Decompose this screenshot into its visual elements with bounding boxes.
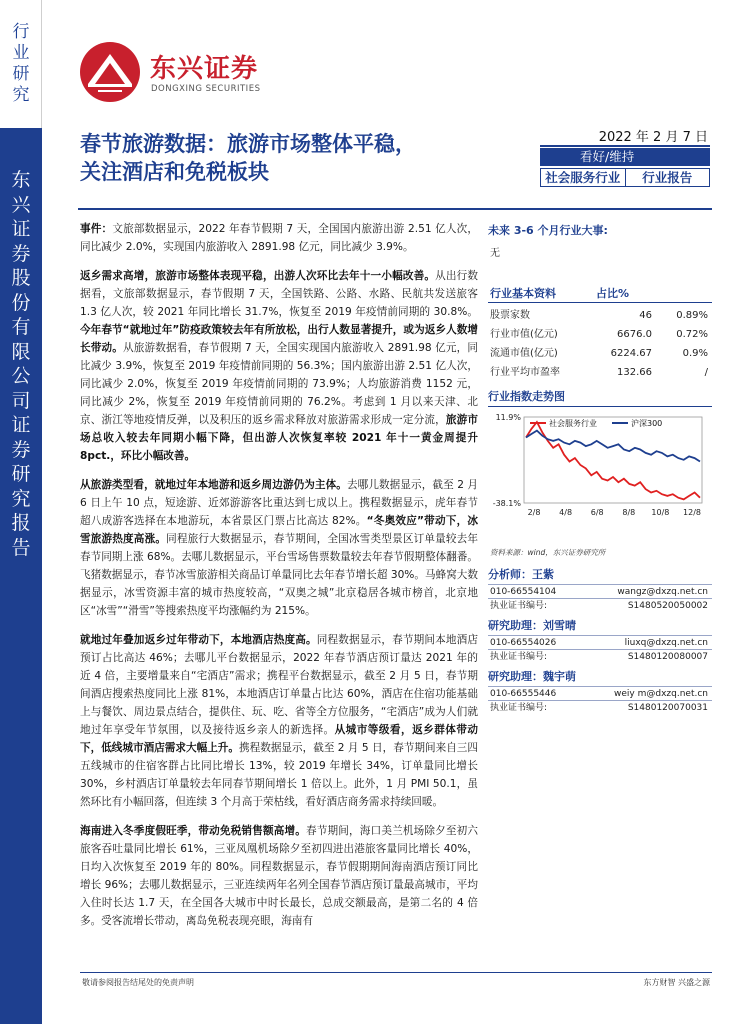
- side-company-label: 东兴证券股份有限公司证券研究报告: [11, 169, 31, 559]
- analyst-block: [488, 617, 712, 664]
- analyst-block: [488, 668, 712, 715]
- side-company-band: [0, 128, 42, 1024]
- logo-english-name: DONGXING SECURITIES: [151, 84, 261, 94]
- basic-data-key: 股票家数: [490, 310, 530, 321]
- paragraph-lead: 从旅游类型看，就地过年本地游和返乡周边游仍为主体。: [80, 479, 347, 491]
- chart-plot-frame: [524, 417, 702, 503]
- analyst-name: 分析师：王紫: [488, 566, 712, 585]
- basic-data-key: 行业市值(亿元): [490, 329, 558, 340]
- analyst-cert-row: [488, 650, 712, 664]
- basic-data-ratio: 0.89%: [676, 310, 708, 321]
- logo-chinese-name: 东兴证券: [150, 54, 259, 84]
- basic-data-key: 行业平均市盈率: [490, 367, 560, 378]
- analyst-cert-number: S1480520050002: [627, 601, 708, 611]
- paragraph-travel-type: [80, 476, 478, 620]
- report-meta-box: [540, 126, 710, 188]
- paragraph-text: 同程数据显示，春节期间本地酒店预订占比高达 46%；去哪儿平台数据显示，2022 年春节酒店预订量达 2021 年的近 4 倍，主要增量来自“宅酒店”需求；携程平台数据显示，截至 2 月 5 日，春节期间酒店搜索热度同比上涨 81%，本地酒店订单量占比达 60%，酒店在住宿功能基础上与餐饮、周边景点结合，提供住、玩、吃、省等全方位服务，“宅酒店”成为人们就地过年享受年节氛围，以及接待返乡亲人的新选择。: [80, 634, 479, 736]
- paragraph-highlight: 今年春节“就地过年”防疫政策较去年有所放松，出行人数显著提升，或为返乡人数增长带动。: [80, 324, 478, 354]
- header-divider: [78, 208, 712, 210]
- analyst-name: 研究助理：魏宇萌: [488, 668, 712, 687]
- analyst-block: [488, 566, 712, 613]
- analyst-contact-row: [488, 636, 712, 650]
- y-tick-label: 11.9%: [495, 413, 521, 422]
- basic-data-header: [488, 285, 712, 303]
- analyst-cert-row: [488, 599, 712, 613]
- analyst-name: 研究助理：刘雪晴: [488, 617, 712, 636]
- basic-data-row: [488, 306, 712, 325]
- analyst-phone: 010-66555446: [490, 689, 557, 699]
- basic-data-value: 6676.0: [617, 329, 652, 340]
- report-title: [80, 130, 500, 186]
- legend-label: 沪深300: [631, 419, 663, 428]
- x-tick-label: 10/8: [651, 508, 670, 517]
- analyst-contact-row: [488, 687, 712, 701]
- analyst-cert-label: 执业证书编号:: [490, 652, 548, 662]
- basic-data-ratio: 0.72%: [676, 329, 708, 340]
- basic-data-row: [488, 344, 712, 363]
- analyst-contact-row: [488, 585, 712, 599]
- paragraph-text: 春节期间，海口美兰机场除夕至初六旅客吞吐量同比增长 61%，三亚凤凰机场除夕至初四进出港旅客量同比增长 40%，日均入次恢复至 2019 年的 80%。同程数据显示，春节假期期间海南酒店预订同比增长 96%；去哪儿数据显示，三亚连续两年名列全国春节酒店预订量最高城市，平均入住时长达 1.7 天，在全国各大城市中时长最长，总成交额最高，是第二名的 4 倍多。受客流增长带动，离岛免税表现亮眼，海南有: [80, 825, 479, 927]
- paragraph-highlight: 从城市等级看，返乡群体带动下，低线城市酒店需求大幅上升。: [80, 724, 479, 754]
- paragraph-text: 从旅游数据看，春节假期 7 天，全国实现国内旅游收入 2891.98 亿元，同比减少 3.9%，恢复至 2019 年疫情前同期的 56.3%；国内旅游出游 2.51 亿人次，同比减少 2.0%，恢复至 2019 年疫情前同期的 73.9%；人均旅游消费 1152 元，同比减少 2%，恢复至 2019 年疫情前同期的 76.2%。考虑到 1 月以来天津、北京、浙江等地疫情反弹，以及积压的返乡需求释放对旅游需求形成一定分流，: [80, 342, 478, 426]
- x-tick-label: 6/8: [590, 508, 604, 517]
- page-footer: [80, 972, 712, 987]
- analyst-cert-label: 执业证书编号:: [490, 703, 548, 713]
- basic-data-value: 46: [639, 310, 652, 321]
- index-trend-svg: [488, 407, 712, 543]
- analyst-cert-number: S1480120070031: [627, 703, 708, 713]
- basic-data-row: [488, 325, 712, 344]
- paragraph-travel-market: [80, 267, 478, 465]
- paragraph-hotel: [80, 631, 478, 811]
- analyst-phone: 010-66554104: [490, 587, 557, 597]
- analyst-cert-number: S1480120080007: [627, 652, 708, 662]
- basic-data-row: [488, 363, 712, 382]
- basic-data-table: [488, 306, 712, 382]
- basic-data-key: 流通市值(亿元): [490, 348, 558, 359]
- company-logo: [78, 40, 278, 104]
- x-tick-label: 12/8: [683, 508, 701, 517]
- analyst-phone: 010-66554026: [490, 638, 557, 648]
- x-tick-label: 4/8: [559, 508, 573, 517]
- trend-title: 行业指数走势图: [488, 390, 565, 403]
- paragraph-lead: 就地过年叠加返乡过年带动下，本地酒店热度高。: [80, 634, 317, 646]
- paragraph-lead: 海南进入冬季度假旺季，带动免税销售额高增。: [80, 825, 306, 837]
- paragraph-highlight: “冬奥效应”带动下，冰雪旅游热度高涨。: [80, 515, 478, 545]
- basic-data-ratio: /: [704, 367, 708, 378]
- trend-header: [488, 388, 712, 407]
- legend-label: 社会服务行业: [549, 419, 597, 428]
- report-title-line2: 关注酒店和免税板块: [80, 160, 269, 184]
- series-line: [526, 422, 700, 499]
- paragraph-text: 文旅部数据显示，2022 年春节假期 7 天，全国国内旅游出游 2.51 亿人次，同比减少 2.0%，实现国内旅游收入 2891.98 亿元，同比减少 3.9%。: [80, 223, 479, 253]
- index-trend-chart: [488, 407, 712, 543]
- paragraph-lead: 事件：: [80, 223, 113, 235]
- paragraph-hainan: [80, 822, 478, 930]
- rating-label: 看好/维持: [540, 148, 710, 166]
- x-tick-label: 2/8: [527, 508, 541, 517]
- analyst-email[interactable]: liuxq@dxzq.net.cn: [624, 638, 708, 648]
- paragraph-text: 同程旅行大数据显示，春节期间，全国冰雪类型景区订单量较去年春节同期上涨 68%。去哪儿数据显示，平台雪场售票数量较去年春节假期整体翻番。飞猪数据显示，春节冰雪旅游相关商品订单量同比去年春节增长超 30%。马蜂窝大数据显示，冰雪资源丰富的城市热度较高，“双奥之城”北京稳居各城市榜首，北京地区“冰雪”“滑雪”等搜索热度平均涨幅约为 215%。: [80, 533, 479, 617]
- paragraph-lead: 返乡需求高增，旅游市场整体表现平稳，出游人次环比去年十一小幅改善。: [80, 270, 436, 282]
- analyst-email[interactable]: wangz@dxzq.net.cn: [617, 587, 708, 597]
- paragraph-text: 携程数据显示，截至 2 月 5 日，春节期间来自三四五线城市的住宿客群占比同比增长 13%，较 2019 年增长 34%，订单量同比增长 30%，乡村酒店订单量较去年同春节期间增长 1 倍以上。此外，1 月 PMI 50.1，虽然环比有小幅回落，但连续 3 个月高于荣枯线，看好酒店商务需求持续回暖。: [80, 742, 478, 808]
- analyst-cert-row: [488, 701, 712, 715]
- report-type-tag: 行业报告: [625, 169, 710, 186]
- footer-slogan: 东方财智 兴盛之源: [643, 978, 710, 987]
- basic-data-ratio: 0.9%: [682, 348, 708, 359]
- paragraph-text: 去哪儿数据显示，截至 2 月 6 日上午 10 点，短途游、近郊游游客比重达到七成以上。携程数据显示，虎年春节超八成游客选择在本地游玩，本省景区门票占比高达 82%。: [80, 479, 478, 527]
- paragraph-event: [80, 220, 478, 256]
- analyst-email[interactable]: weiy m@dxzq.net.cn: [614, 689, 708, 699]
- industry-tag: 社会服务行业: [545, 170, 621, 185]
- report-meta-divider: [540, 145, 710, 147]
- basic-data-title: 行业基本资料: [490, 287, 556, 300]
- main-body: [80, 220, 478, 941]
- future-events-value: 无: [490, 248, 500, 259]
- y-tick-label: -38.1%: [492, 499, 521, 508]
- logo-mark-icon: [78, 40, 142, 104]
- report-title-line1: 春节旅游数据：旅游市场整体平稳，: [80, 132, 416, 156]
- sidebar-info: [488, 218, 712, 719]
- basic-data-value: 132.66: [617, 367, 652, 378]
- analyst-list: [488, 566, 712, 715]
- analyst-cert-label: 执业证书编号:: [490, 601, 548, 611]
- x-tick-label: 8/8: [622, 508, 636, 517]
- paragraph-text: 从出行数据看，文旅部数据显示，春节假期 7 天，全国铁路、公路、水路、民航共发送旅客 1.3 亿人次，较 2021 年同比增长 31.7%，恢复至 2019 年疫情前同期的 30.8%。: [80, 270, 479, 318]
- basic-data-value: 6224.67: [610, 348, 652, 359]
- report-date: 2022 年 2 月 7 日: [598, 130, 708, 145]
- footer-disclaimer: 敬请参阅报告结尾处的免责声明: [82, 978, 194, 987]
- future-events-title: 未来 3-6 个月行业大事:: [488, 224, 608, 237]
- paragraph-highlight: 旅游市场总收入较去年同期小幅下降，但出游人次恢复率较 2021 年十一黄金周提升 8pct.，环比小幅改善。: [80, 414, 479, 462]
- side-category-label: 行业研究: [12, 22, 30, 105]
- side-category-band: [0, 0, 42, 128]
- basic-data-col-header: 占比%: [596, 287, 630, 300]
- report-tags: [540, 168, 710, 187]
- chart-source: 资料来源：wind，东兴证券研究所: [490, 548, 606, 557]
